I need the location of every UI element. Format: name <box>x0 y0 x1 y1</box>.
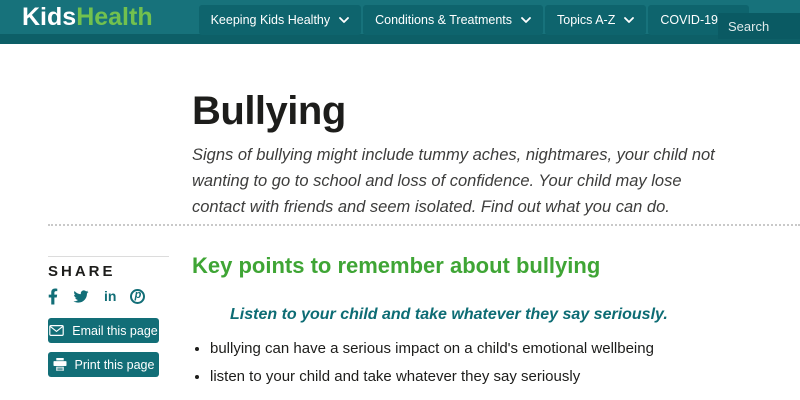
print-this-page-button[interactable] <box>48 352 159 377</box>
twitter-icon[interactable] <box>72 289 90 304</box>
pinterest-icon[interactable]: p <box>130 289 145 304</box>
facebook-icon[interactable] <box>48 288 58 305</box>
nav-item-topics-a-z[interactable] <box>545 5 646 35</box>
nav-item-label: Keeping Kids Healthy <box>210 13 331 27</box>
dotted-divider <box>48 224 800 226</box>
main-nav <box>199 5 749 35</box>
social-icons-row <box>48 287 169 305</box>
page-title: Bullying <box>192 89 346 133</box>
article-header <box>192 44 800 220</box>
callout-text: Listen to your child and take whatever they say seriously. <box>230 306 668 323</box>
logo-health: Health <box>76 2 153 31</box>
share-label: SHARE <box>48 263 116 280</box>
chevron-down-icon <box>339 17 349 23</box>
email-icon <box>49 325 64 336</box>
chevron-down-icon <box>521 17 531 23</box>
nav-item-conditions-treatments[interactable] <box>363 5 543 35</box>
list-item: • bullying can have a serious impact on a child's emotional wellbeing <box>210 340 800 357</box>
list-item: • listen to your child and take whatever they say seriously <box>210 368 800 385</box>
content-area <box>48 253 800 396</box>
nav-item-keeping-kids-healthy[interactable] <box>199 5 362 35</box>
main-column <box>192 253 800 396</box>
nav-item-label: COVID-19 <box>660 13 719 27</box>
nav-item-label: Conditions & Treatments <box>375 13 512 27</box>
chevron-down-icon <box>624 17 634 23</box>
search-input[interactable] <box>718 13 800 39</box>
nav-item-label: Topics A-Z <box>557 13 616 27</box>
key-points-list <box>192 340 800 385</box>
key-points-heading: Key points to remember about bullying <box>192 253 601 278</box>
print-icon <box>53 358 67 371</box>
print-button-label: Print this page <box>74 357 155 372</box>
site-header <box>0 0 800 44</box>
kidshealth-logo[interactable] <box>22 3 153 32</box>
article-intro: Signs of bullying might include tummy aches, nightmares, your child not wanting to go to school and loss of confidence. Your child may lose contact with friends and seem isolated. Find out what you can do. <box>192 146 715 216</box>
email-this-page-button[interactable] <box>48 318 159 343</box>
linkedin-icon[interactable]: in <box>104 288 117 304</box>
email-button-label: Email this page <box>72 323 158 338</box>
logo-kids: Kids <box>22 2 77 31</box>
share-sidebar <box>48 256 192 396</box>
